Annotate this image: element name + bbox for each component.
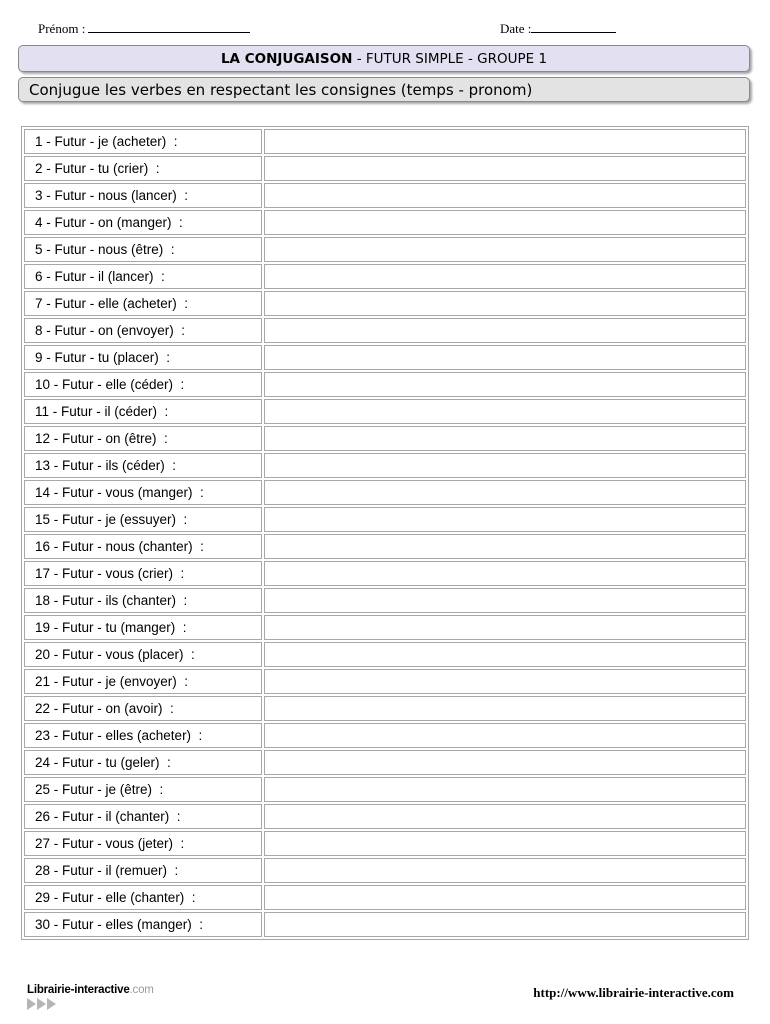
answer-cell[interactable] bbox=[264, 885, 746, 910]
prenom-blank-line[interactable] bbox=[88, 20, 250, 33]
answer-cell[interactable] bbox=[264, 453, 746, 478]
exercise-prompt: 19 - Futur - tu (manger) : bbox=[24, 615, 262, 640]
answer-cell[interactable] bbox=[264, 642, 746, 667]
prenom-field bbox=[38, 20, 250, 37]
prenom-label: Prénom : bbox=[38, 21, 86, 36]
exercise-prompt: 12 - Futur - on (être) : bbox=[24, 426, 262, 451]
answer-cell[interactable] bbox=[264, 669, 746, 694]
exercise-row bbox=[24, 615, 746, 640]
librairie-logo bbox=[27, 984, 154, 1010]
exercise-prompt: 18 - Futur - ils (chanter) : bbox=[24, 588, 262, 613]
logo-text bbox=[27, 984, 154, 996]
exercise-prompt: 21 - Futur - je (envoyer) : bbox=[24, 669, 262, 694]
answer-cell[interactable] bbox=[264, 480, 746, 505]
exercise-prompt: 13 - Futur - ils (céder) : bbox=[24, 453, 262, 478]
exercise-row bbox=[24, 804, 746, 829]
exercise-row bbox=[24, 507, 746, 532]
answer-cell[interactable] bbox=[264, 291, 746, 316]
exercise-row bbox=[24, 399, 746, 424]
exercise-row bbox=[24, 372, 746, 397]
exercise-prompt: 15 - Futur - je (essuyer) : bbox=[24, 507, 262, 532]
exercise-prompt: 25 - Futur - je (être) : bbox=[24, 777, 262, 802]
exercise-row bbox=[24, 264, 746, 289]
exercise-row bbox=[24, 588, 746, 613]
exercise-row bbox=[24, 642, 746, 667]
exercise-prompt: 30 - Futur - elles (manger) : bbox=[24, 912, 262, 937]
exercise-row bbox=[24, 777, 746, 802]
exercise-prompt: 1 - Futur - je (acheter) : bbox=[24, 129, 262, 154]
exercise-prompt: 27 - Futur - vous (jeter) : bbox=[24, 831, 262, 856]
answer-cell[interactable] bbox=[264, 858, 746, 883]
answer-cell[interactable] bbox=[264, 777, 746, 802]
exercise-prompt: 17 - Futur - vous (crier) : bbox=[24, 561, 262, 586]
exercise-row bbox=[24, 291, 746, 316]
answer-cell[interactable] bbox=[264, 264, 746, 289]
exercise-row bbox=[24, 696, 746, 721]
exercise-row bbox=[24, 129, 746, 154]
exercise-prompt: 3 - Futur - nous (lancer) : bbox=[24, 183, 262, 208]
answer-cell[interactable] bbox=[264, 831, 746, 856]
exercise-row bbox=[24, 561, 746, 586]
exercise-prompt: 22 - Futur - on (avoir) : bbox=[24, 696, 262, 721]
answer-cell[interactable] bbox=[264, 183, 746, 208]
answer-cell[interactable] bbox=[264, 237, 746, 262]
exercise-row bbox=[24, 318, 746, 343]
date-blank-line[interactable] bbox=[531, 20, 616, 33]
exercise-row bbox=[24, 723, 746, 748]
answer-cell[interactable] bbox=[264, 534, 746, 559]
answer-cell[interactable] bbox=[264, 129, 746, 154]
title-bold: LA CONJUGAISON bbox=[220, 51, 353, 67]
exercise-prompt: 23 - Futur - elles (acheter) : bbox=[24, 723, 262, 748]
exercise-row bbox=[24, 156, 746, 181]
exercise-prompt: 10 - Futur - elle (céder) : bbox=[24, 372, 262, 397]
answer-cell[interactable] bbox=[264, 696, 746, 721]
exercise-prompt: 2 - Futur - tu (crier) : bbox=[24, 156, 262, 181]
exercise-table-body bbox=[24, 129, 746, 937]
answer-cell[interactable] bbox=[264, 723, 746, 748]
exercise-prompt: 8 - Futur - on (envoyer) : bbox=[24, 318, 262, 343]
logo-name: Librairie-interactive bbox=[27, 984, 130, 996]
exercise-row bbox=[24, 183, 746, 208]
exercise-row bbox=[24, 210, 746, 235]
exercise-row bbox=[24, 237, 746, 262]
answer-cell[interactable] bbox=[264, 372, 746, 397]
exercise-row bbox=[24, 669, 746, 694]
answer-cell[interactable] bbox=[264, 345, 746, 370]
exercise-row bbox=[24, 912, 746, 937]
exercise-row bbox=[24, 534, 746, 559]
date-field bbox=[500, 20, 616, 37]
exercise-prompt: 29 - Futur - elle (chanter) : bbox=[24, 885, 262, 910]
answer-cell[interactable] bbox=[264, 399, 746, 424]
title-banner bbox=[18, 45, 750, 72]
exercise-prompt: 20 - Futur - vous (placer) : bbox=[24, 642, 262, 667]
exercise-prompt: 7 - Futur - elle (acheter) : bbox=[24, 291, 262, 316]
answer-cell[interactable] bbox=[264, 426, 746, 451]
answer-cell[interactable] bbox=[264, 912, 746, 937]
answer-cell[interactable] bbox=[264, 561, 746, 586]
logo-suffix: .com bbox=[129, 984, 154, 996]
answer-cell[interactable] bbox=[264, 210, 746, 235]
answer-cell[interactable] bbox=[264, 318, 746, 343]
exercise-prompt: 14 - Futur - vous (manger) : bbox=[24, 480, 262, 505]
exercise-prompt: 24 - Futur - tu (geler) : bbox=[24, 750, 262, 775]
exercise-prompt: 16 - Futur - nous (chanter) : bbox=[24, 534, 262, 559]
instruction-text: Conjugue les verbes en respectant les consignes (temps - pronom) bbox=[29, 81, 533, 99]
answer-cell[interactable] bbox=[264, 156, 746, 181]
footer-url[interactable]: http://www.librairie-interactive.com bbox=[533, 985, 734, 1000]
exercise-prompt: 5 - Futur - nous (être) : bbox=[24, 237, 262, 262]
title-rest: - FUTUR SIMPLE - GROUPE 1 bbox=[352, 51, 548, 67]
exercise-table bbox=[21, 126, 749, 940]
logo-arrows-icon bbox=[27, 998, 154, 1010]
exercise-row bbox=[24, 858, 746, 883]
exercise-row bbox=[24, 831, 746, 856]
answer-cell[interactable] bbox=[264, 804, 746, 829]
exercise-prompt: 28 - Futur - il (remuer) : bbox=[24, 858, 262, 883]
answer-cell[interactable] bbox=[264, 750, 746, 775]
exercise-row bbox=[24, 885, 746, 910]
exercise-prompt: 4 - Futur - on (manger) : bbox=[24, 210, 262, 235]
exercise-prompt: 26 - Futur - il (chanter) : bbox=[24, 804, 262, 829]
exercise-row bbox=[24, 750, 746, 775]
date-label: Date : bbox=[500, 21, 532, 36]
exercise-row bbox=[24, 453, 746, 478]
exercise-row bbox=[24, 426, 746, 451]
answer-cell[interactable] bbox=[264, 588, 746, 613]
exercise-row bbox=[24, 345, 746, 370]
answer-cell[interactable] bbox=[264, 615, 746, 640]
exercise-prompt: 11 - Futur - il (céder) : bbox=[24, 399, 262, 424]
exercise-row bbox=[24, 480, 746, 505]
instruction-banner bbox=[18, 77, 750, 102]
exercise-prompt: 9 - Futur - tu (placer) : bbox=[24, 345, 262, 370]
answer-cell[interactable] bbox=[264, 507, 746, 532]
exercise-prompt: 6 - Futur - il (lancer) : bbox=[24, 264, 262, 289]
